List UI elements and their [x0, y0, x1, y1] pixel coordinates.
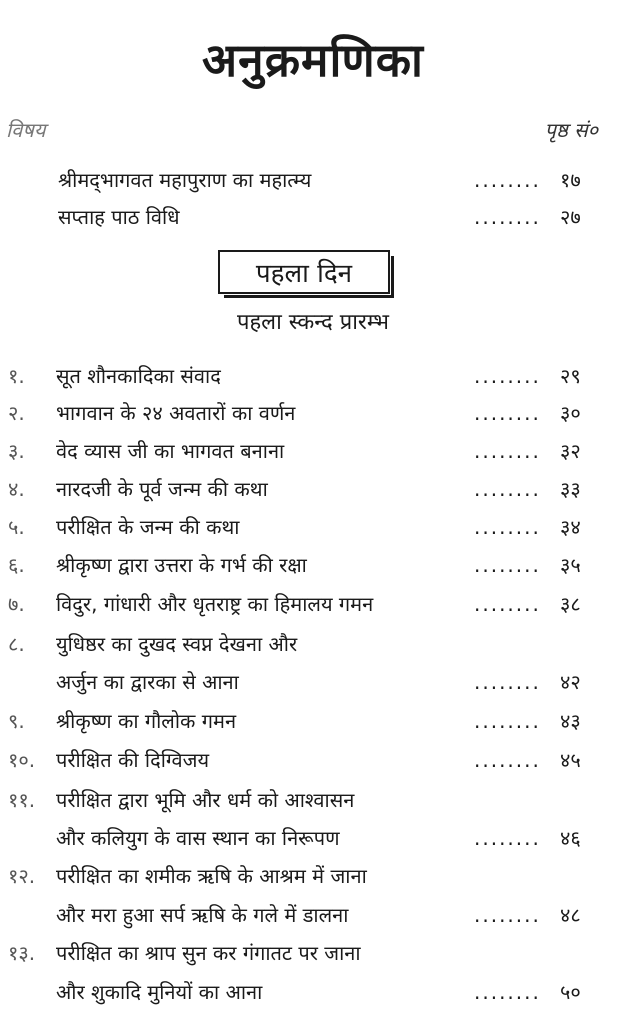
chapter-number: ५. [8, 515, 25, 539]
toc-entry [0, 626, 626, 662]
toc-entry-text: श्रीकृष्ण का गौलोक गमन [56, 709, 237, 733]
leader-dots: ........ [474, 439, 541, 463]
page-number: ४५ [560, 748, 581, 772]
leader-dots: ........ [474, 515, 541, 539]
toc-entry-text: सूत शौनकादिका संवाद [56, 364, 221, 388]
leader-dots: ........ [474, 670, 541, 694]
toc-entry-text: युधिष्ठर का दुखद स्वप्न देखना और [56, 632, 298, 656]
page-number: २९ [560, 364, 581, 388]
toc-entry [0, 586, 626, 622]
page-number: २७ [560, 205, 581, 229]
toc-entry [0, 358, 626, 394]
toc-entry-text: विदुर, गांधारी और धृतराष्ट्र का हिमालय गमन [56, 592, 374, 616]
page-number: ३२ [560, 439, 581, 463]
toc-entry [0, 935, 626, 971]
page-number: १७ [560, 168, 581, 192]
toc-entry [0, 509, 626, 545]
page-number: ५० [560, 980, 581, 1004]
chapter-number: १२. [8, 864, 36, 888]
toc-entry-text: नारदजी के पूर्व जन्म की कथा [56, 477, 268, 501]
toc-entry [0, 471, 626, 507]
toc-entry-text: परीक्षित का श्राप सुन कर गंगातट पर जाना [56, 941, 361, 965]
toc-entry-continuation [0, 897, 626, 933]
toc-entry-text: सप्ताह पाठ विधि [58, 205, 180, 229]
toc-entry-text: परीक्षित द्वारा भूमि और धर्म को आश्वासन [56, 788, 355, 812]
toc-entry-text: परीक्षित की दिग्विजय [56, 748, 210, 772]
leader-dots: ........ [474, 168, 541, 192]
page-number: ३३ [560, 477, 581, 501]
toc-entry [0, 162, 626, 198]
chapter-number: २. [8, 401, 25, 425]
toc-entry [0, 782, 626, 818]
page-number: ३० [560, 401, 581, 425]
page-number: ४६ [560, 826, 581, 850]
skandha-heading: पहला स्कन्द प्रारम्भ [237, 310, 389, 335]
chapter-number: ६. [8, 553, 25, 577]
leader-dots: ........ [474, 826, 541, 850]
page-number: ४२ [560, 670, 581, 694]
chapter-number: १३. [8, 941, 36, 965]
leader-dots: ........ [474, 205, 541, 229]
page-number: ४८ [560, 903, 581, 927]
toc-entry-continuation [0, 974, 626, 1010]
page-number: ३८ [560, 592, 581, 616]
leader-dots: ........ [474, 477, 541, 501]
toc-entry-text: परीक्षित के जन्म की कथा [56, 515, 240, 539]
toc-entry-text: श्रीमद्‌भागवत महापुराण का महात्म्य [58, 168, 312, 192]
chapter-number: ७. [8, 592, 25, 616]
leader-dots: ........ [474, 553, 541, 577]
toc-entry-text: वेद व्यास जी का भागवत बनाना [56, 439, 285, 463]
toc-entry-text: और कलियुग के वास स्थान का निरूपण [56, 826, 340, 850]
chapter-number: ४. [8, 477, 25, 501]
toc-entry [0, 199, 626, 235]
toc-entry [0, 703, 626, 739]
leader-dots: ........ [474, 748, 541, 772]
leader-dots: ........ [474, 980, 541, 1004]
page-number: ३४ [560, 515, 581, 539]
chapter-number: ३. [8, 439, 25, 463]
chapter-number: ११. [8, 788, 36, 812]
toc-entry-text: अर्जुन का द्वारका से आना [56, 670, 239, 694]
leader-dots: ........ [474, 709, 541, 733]
leader-dots: ........ [474, 592, 541, 616]
chapter-number: ९. [8, 709, 25, 733]
page-number-column-label: पृष्ठ सं० [544, 118, 598, 142]
chapter-number: १०. [8, 748, 36, 772]
toc-entry [0, 742, 626, 778]
toc-entry [0, 547, 626, 583]
leader-dots: ........ [474, 903, 541, 927]
chapter-number: ८. [8, 632, 25, 656]
day-heading-box: पहला दिन [218, 250, 390, 294]
toc-entry-continuation [0, 820, 626, 856]
page-number: ४३ [560, 709, 581, 733]
subject-column-label: विषय [6, 118, 46, 142]
toc-entry [0, 858, 626, 894]
toc-entry [0, 433, 626, 469]
toc-entry-text: श्रीकृष्ण द्वारा उत्तरा के गर्भ की रक्षा [56, 553, 307, 577]
toc-entry-continuation [0, 664, 626, 700]
toc-entry-text: भागवान के २४ अवतारों का वर्णन [56, 401, 296, 425]
toc-entry-text: और शुकादि मुनियों का आना [56, 980, 263, 1004]
page-title: अनुक्रमणिका [202, 33, 424, 87]
leader-dots: ........ [474, 364, 541, 388]
toc-entry-text: और मरा हुआ सर्प ऋषि के गले में डालना [56, 903, 349, 927]
page-number: ३५ [560, 553, 581, 577]
toc-entry-text: परीक्षित का शमीक ऋषि के आश्रम में जाना [56, 864, 367, 888]
chapter-number: १. [8, 364, 25, 388]
leader-dots: ........ [474, 401, 541, 425]
toc-entry [0, 395, 626, 431]
